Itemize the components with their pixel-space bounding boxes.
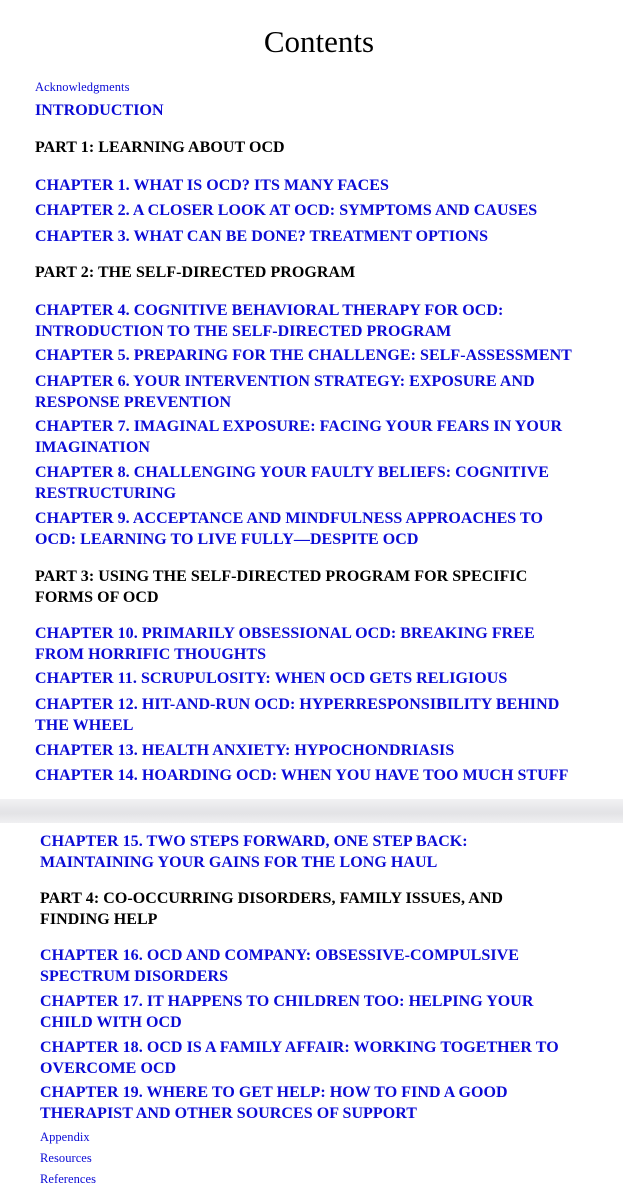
toc-line: INTRODUCTION TO THE SELF-DIRECTED PROGRAM <box>35 322 452 340</box>
toc-chapter-16-link[interactable] <box>40 946 519 987</box>
toc-chapter-2-link[interactable]: CHAPTER 2. A CLOSER LOOK AT OCD: SYMPTOMS AND CAUSES <box>35 202 538 219</box>
toc-part4-heading <box>40 889 503 930</box>
toc-line: RESTRUCTURING <box>35 484 177 502</box>
toc-chapter-6-link[interactable] <box>35 372 535 413</box>
toc-line: PART 3: USING THE SELF-DIRECTED PROGRAM FOR SPECIFIC <box>35 568 528 585</box>
toc-line: CHAPTER 9. ACCEPTANCE AND MINDFULNESS APPROACHES TO <box>35 510 543 527</box>
toc-line: IMAGINATION <box>35 438 150 456</box>
toc-line: CHAPTER 17. IT HAPPENS TO CHILDREN TOO: HELPING YOUR <box>40 993 534 1010</box>
page-title: Contents <box>263 24 375 59</box>
toc-line: MAINTAINING YOUR GAINS FOR THE LONG HAUL <box>40 853 438 871</box>
toc-chapter-19-link[interactable] <box>40 1083 508 1124</box>
toc-line: FORMS OF OCD <box>35 588 159 606</box>
toc-line: THERAPIST AND OTHER SOURCES OF SUPPORT <box>40 1104 417 1122</box>
toc-line: FROM HORRIFIC THOUGHTS <box>35 645 267 663</box>
toc-line: FINDING HELP <box>40 910 158 928</box>
toc-chapter-7-link[interactable] <box>35 417 562 458</box>
toc-chapter-17-link[interactable] <box>40 992 534 1033</box>
toc-line: CHAPTER 15. TWO STEPS FORWARD, ONE STEP BACK: <box>40 833 468 850</box>
toc-chapter-13-link[interactable]: CHAPTER 13. HEALTH ANXIETY: HYPOCHONDRIASIS <box>35 742 455 759</box>
toc-chapter-4-link[interactable] <box>35 301 503 342</box>
toc-line: CHAPTER 19. WHERE TO GET HELP: HOW TO FIND A GOOD <box>40 1084 508 1101</box>
toc-line: CHAPTER 10. PRIMARILY OBSESSIONAL OCD: BREAKING FREE <box>35 625 535 642</box>
toc-chapter-8-link[interactable] <box>35 463 549 504</box>
toc-part1-heading: PART 1: LEARNING ABOUT OCD <box>35 139 285 156</box>
toc-chapter-11-link[interactable]: CHAPTER 11. SCRUPULOSITY: WHEN OCD GETS RELIGIOUS <box>35 670 508 687</box>
toc-line: CHAPTER 8. CHALLENGING YOUR FAULTY BELIEFS: COGNITIVE <box>35 464 549 481</box>
toc-appendix-link[interactable]: Appendix <box>40 1130 90 1144</box>
toc-line: CHAPTER 4. COGNITIVE BEHAVIORAL THERAPY FOR OCD: <box>35 302 504 319</box>
toc-references-link[interactable]: References <box>40 1172 97 1186</box>
toc-chapter-18-link[interactable] <box>40 1038 559 1079</box>
toc-acknowledgments-link[interactable]: Acknowledgments <box>35 80 130 94</box>
toc-resources-link[interactable]: Resources <box>40 1151 92 1165</box>
toc-line: PART 4: CO-OCCURRING DISORDERS, FAMILY ISSUES, AND <box>40 890 504 907</box>
toc-chapter-1-link[interactable]: CHAPTER 1. WHAT IS OCD? ITS MANY FACES <box>35 177 389 194</box>
toc-line: CHAPTER 12. HIT-AND-RUN OCD: HYPERRESPONSIBILITY BEHIND <box>35 696 560 713</box>
toc-line: CHAPTER 18. OCD IS A FAMILY AFFAIR: WORKING TOGETHER TO <box>40 1039 559 1056</box>
toc-part2-heading: PART 2: THE SELF-DIRECTED PROGRAM <box>35 264 356 281</box>
toc-chapter-9-link[interactable] <box>35 509 543 550</box>
page-divider <box>0 799 623 823</box>
toc-line: OVERCOME OCD <box>40 1059 177 1077</box>
toc-introduction-link[interactable]: INTRODUCTION <box>35 102 164 119</box>
toc-line: THE WHEEL <box>35 716 134 734</box>
toc-line: SPECTRUM DISORDERS <box>40 967 229 985</box>
toc-chapter-12-link[interactable] <box>35 695 559 736</box>
toc-line: CHAPTER 16. OCD AND COMPANY: OBSESSIVE-COMPULSIVE <box>40 947 519 964</box>
toc-part3-heading <box>35 567 527 608</box>
toc-chapter-10-link[interactable] <box>35 624 535 665</box>
toc-line: CHAPTER 6. YOUR INTERVENTION STRATEGY: EXPOSURE AND <box>35 373 535 390</box>
toc-chapter-15-link[interactable] <box>40 832 468 873</box>
toc-line: OCD: LEARNING TO LIVE FULLY—DESPITE OCD <box>35 530 419 548</box>
toc-chapter-5-link[interactable]: CHAPTER 5. PREPARING FOR THE CHALLENGE: SELF-ASSESSMENT <box>35 347 572 364</box>
toc-chapter-14-link[interactable]: CHAPTER 14. HOARDING OCD: WHEN YOU HAVE TOO MUCH STUFF <box>35 767 569 784</box>
toc-line: CHAPTER 7. IMAGINAL EXPOSURE: FACING YOUR FEARS IN YOUR <box>35 418 563 435</box>
toc-chapter-3-link[interactable]: CHAPTER 3. WHAT CAN BE DONE? TREATMENT OPTIONS <box>35 228 489 245</box>
toc-line: CHILD WITH OCD <box>40 1013 182 1031</box>
toc-line: RESPONSE PREVENTION <box>35 393 232 411</box>
